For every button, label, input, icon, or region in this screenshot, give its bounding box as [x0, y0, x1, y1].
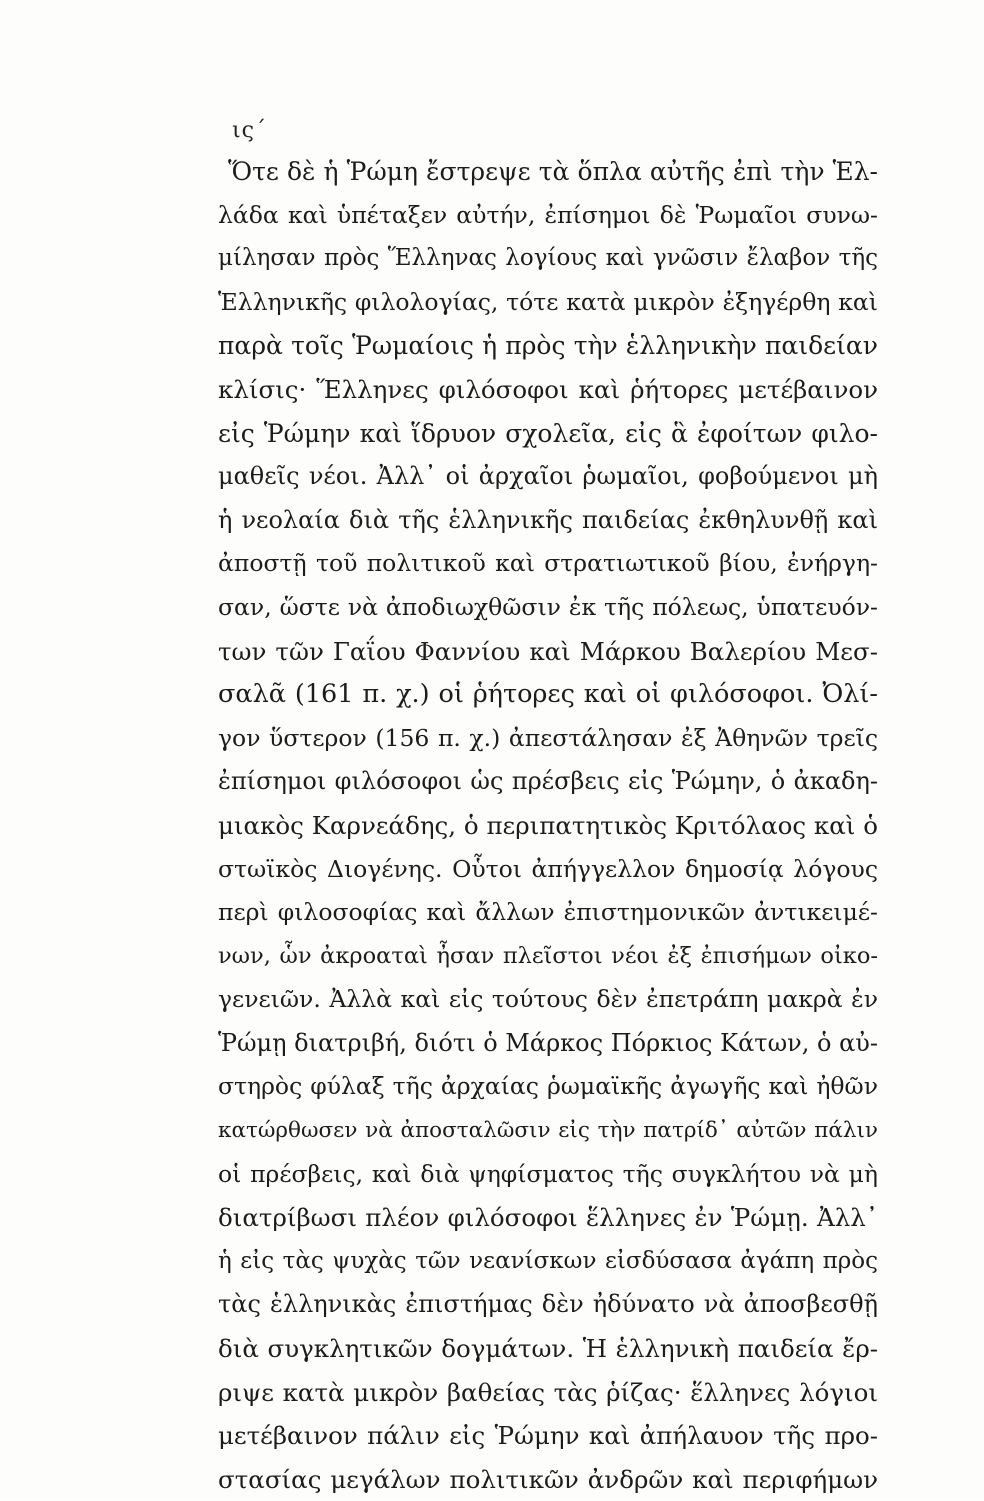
text-line: σαλᾶ (161 π. χ.) οἱ ῥήτορες καὶ οἱ φιλόσοφοι. Ὀλί- — [218, 679, 878, 710]
text-line: λάδα καὶ ὑπέταξεν αὐτήν, ἐπίσημοι δὲ Ῥωμαῖοι συνω- — [218, 200, 878, 229]
text-line: κλίσις· Ἕλληνες φιλόσοφοι καὶ ῥήτορες μετέβαινον — [218, 374, 878, 404]
text-line: τὰς ἑλληνικὰς ἐπιστήμας δὲν ἠδύνατο νὰ ἀποσβεσθῇ — [218, 1290, 878, 1319]
body-text — [218, 150, 878, 1501]
text-line: νων, ὧν ἀκροαταὶ ἦσαν πλεῖστοι νέοι ἐξ ἐπισήμων οἰκο- — [218, 942, 878, 969]
text-line: στασίας μεγάλων πολιτικῶν ἀνδρῶν καὶ περιφήμων — [218, 1464, 878, 1494]
text-line: εἰς Ῥώμην καὶ ἵδρυον σχολεῖα, εἰς ἃ ἐφοίτων φιλο- — [218, 418, 878, 448]
text-line: γον ὕστερον (156 π. χ.) ἀπεστάλησαν ἐξ Ἀθηνῶν τρεῖς — [218, 723, 878, 752]
text-line: κατώρθωσεν νὰ ἀποσταλῶσιν εἰς τὴν πατρίδ᾽ αὐτῶν πάλιν — [218, 1118, 878, 1144]
text-line: στωϊκὸς Διογένης. Οὗτοι ἀπήγγελλον δημοσίᾳ λόγους — [218, 854, 878, 883]
text-line: διατρίβωσι πλέον φιλόσοφοι ἕλληνες ἐν Ῥώμῃ. Ἀλλ᾽ — [218, 1203, 878, 1233]
text-line: μίλησαν πρὸς Ἕλληνας λογίους καὶ γνῶσιν ἔλαβον τῆς — [218, 245, 878, 272]
text-line: σαν, ὥστε νὰ ἀποδιωχθῶσιν ἐκ τῆς πόλεως, ὑπατευόν- — [218, 592, 878, 621]
text-line: περὶ φιλοσοφίας καὶ ἄλλων ἐπιστημονικῶν ἀντικειμέ- — [218, 898, 878, 927]
text-line: μιακὸς Καρνεάδης, ὁ περιπατητικὸς Κριτόλαος καὶ ὁ — [218, 810, 878, 840]
text-line: Ἑλληνικῆς φιλολογίας, τότε κατὰ μικρὸν ἐξηγέρθη καὶ — [218, 287, 878, 316]
text-line: ριψε κατὰ μικρὸν βαθείας τὰς ῥίζας· ἕλληνες λόγιοι — [218, 1377, 878, 1407]
text-line: ἀποστῇ τοῦ πολιτικοῦ καὶ στρατιωτικοῦ βίου, ἐνήργη- — [218, 549, 878, 578]
text-line: διὰ συγκλητικῶν δογμάτων. Ἡ ἑλληνικὴ παιδεία ἔρ- — [218, 1334, 878, 1364]
text-line: οἱ πρέσβεις, καὶ διὰ ψηφίσματος τῆς συγκλήτου νὰ μὴ — [218, 1159, 878, 1188]
text-line: μετέβαινον πάλιν εἰς Ῥώμην καὶ ἀπήλαυον τῆς προ- — [218, 1421, 878, 1451]
text-line: γενειῶν. Ἀλλὰ καὶ εἰς τούτους δὲν ἐπετράπη μακρὰ ἐν — [218, 985, 878, 1014]
page-number: ις΄ — [232, 118, 267, 143]
text-line: ἡ εἰς τὰς ψυχὰς τῶν νεανίσκων εἰσδύσασα ἀγάπη πρὸς — [218, 1247, 878, 1274]
text-line: Ὅτε δὲ ἡ Ῥώμη ἔστρεψε τὰ ὅπλα αὐτῆς ἐπὶ τὴν Ἑλ- — [228, 157, 878, 186]
text-line: ἡ νεολαία διὰ τῆς ἑλληνικῆς παιδείας ἐκθηλυνθῇ καὶ — [218, 505, 878, 534]
text-line: στηρὸς φύλαξ τῆς ἀρχαίας ῥωμαϊκῆς ἀγωγῆς καὶ ἠθῶν — [218, 1072, 878, 1101]
text-line: ἐπίσημοι φιλόσοφοι ὡς πρέσβεις εἰς Ῥώμην, ὁ ἀκαδη- — [218, 767, 878, 796]
text-line: μαθεῖς νέοι. Ἀλλ᾽ οἱ ἀρχαῖοι ῥωμαῖοι, φοβούμενοι μὴ — [218, 462, 878, 491]
text-line: Ῥώμῃ διατριβή, διότι ὁ Μάρκος Πόρκιος Κάτων, ὁ αὐ- — [218, 1028, 878, 1057]
text-line: των τῶν Γαΐου Φαννίου καὶ Μάρκου Βαλερίου Μεσ- — [218, 636, 878, 666]
text-line: παρὰ τοῖς Ῥωμαίοις ἡ πρὸς τὴν ἑλληνικὴν παιδείαν — [218, 331, 878, 361]
